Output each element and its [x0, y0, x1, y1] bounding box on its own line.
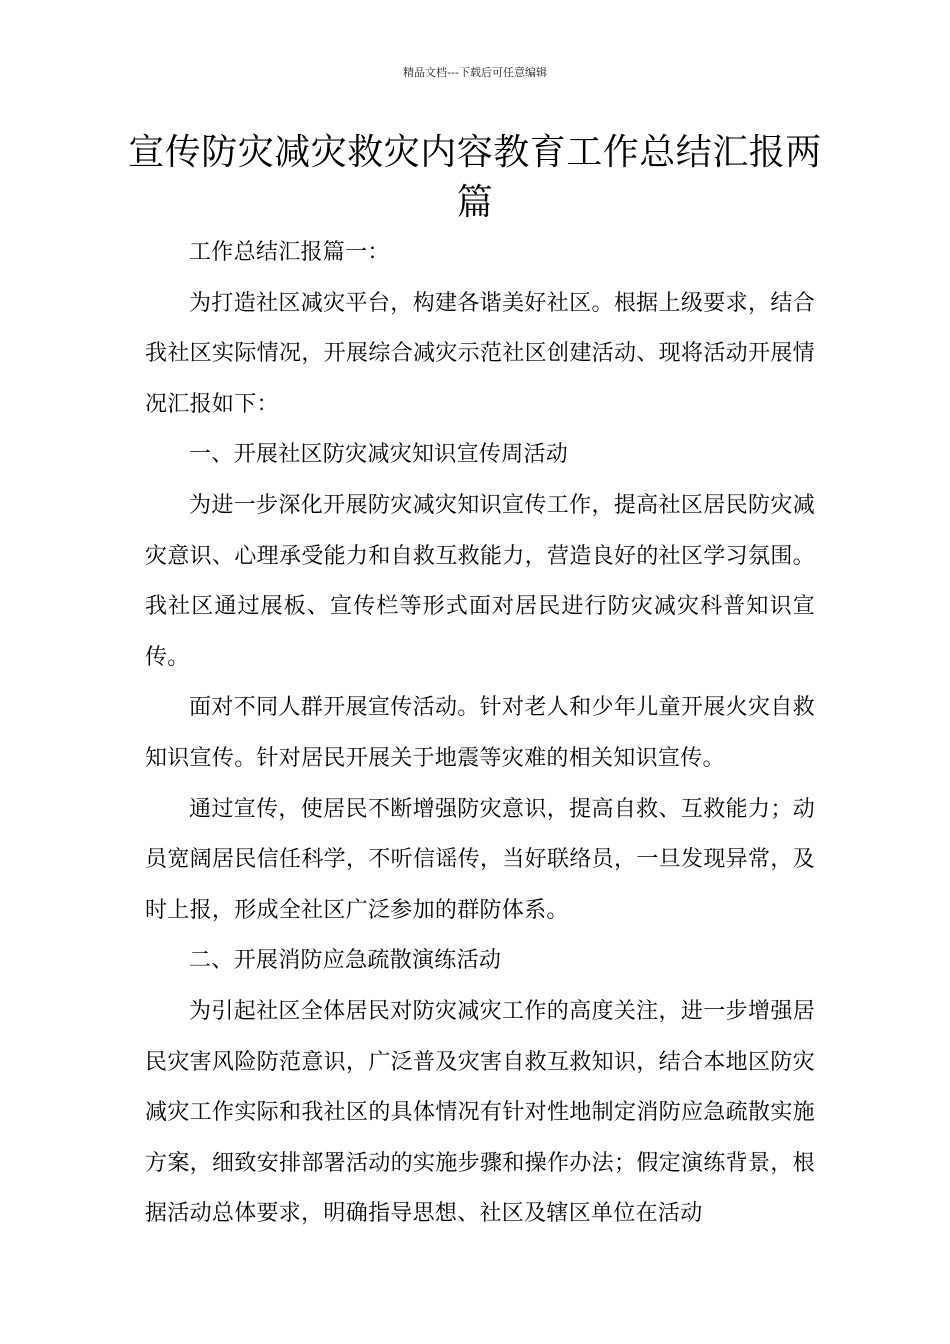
paragraph: 为引起社区全体居民对防灾减灾工作的高度关注，进一步增强居民灾害风险防范意识，广泛普及灾害自救互救知识，结合本地区防灾减灾工作实际和我社区的具体情况有针对性地制定消防应急疏散实施方案，细致安排部署活动的实施步骤和操作办法；假定演练背景，根据活动总体要求，明确指导思想、社区及辖区单位在活动: [145, 998, 815, 1227]
paragraph-subheading: 二、开展消防应急疏散演练活动: [189, 948, 502, 974]
paragraph-subheading: 一、开展社区防灾减灾知识宣传周活动: [189, 442, 569, 468]
paragraph: 面对不同人群开展宣传活动。针对老人和少年儿童开展火灾自救知识宣传。针对居民开展关于地震等灾难的相关知识宣传。: [145, 695, 815, 771]
page-header: 精品文档---下载后可任意编辑: [403, 66, 547, 79]
paragraph-section-heading: 工作总结汇报篇一：: [189, 240, 390, 265]
paragraph: 为打造社区减灾平台，构建各谐美好社区。根据上级要求，结合我社区实际情况，开展综合减灾示范社区创建活动、现将活动开展情况汇报如下：: [145, 290, 815, 417]
document-title: 宣传防灾减灾救灾内容教育工作总结汇报两篇: [128, 132, 822, 223]
paragraph: 为进一步深化开展防灾减灾知识宣传工作，提高社区居民防灾减灾意识、心理承受能力和自救互救能力，营造良好的社区学习氛围。我社区通过展板、宣传栏等形式面对居民进行防灾减灾科普知识宣传。: [145, 492, 815, 670]
document-body: [145, 228, 815, 1240]
paragraph: 通过宣传，使居民不断增强防灾意识，提高自救、互救能力；动员宽阔居民信任科学，不听信谣传，当好联络员，一旦发现异常，及时上报，形成全社区广泛参加的群防体系。: [145, 796, 815, 923]
